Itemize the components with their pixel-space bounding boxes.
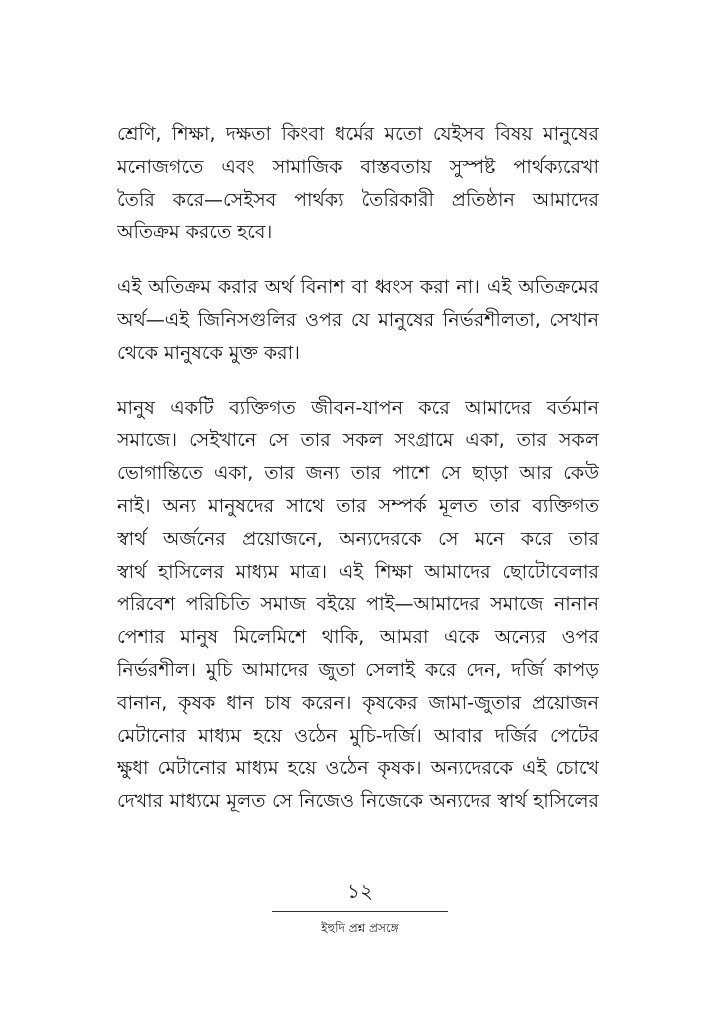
text-line: থেকে মানুষকে মুক্ত করা। xyxy=(117,341,300,364)
text-line: দেখার মাধ্যমে মূলত সে নিজেও নিজেকে অন্যদের স্বার্থ হাসিলের xyxy=(117,790,599,813)
paragraph-1 xyxy=(117,118,599,249)
text-line: মেটানোর মাধ্যম হয়ে ওঠেন মুচি-দর্জি। আবার দর্জির পেটের xyxy=(117,724,599,747)
paragraph-2 xyxy=(117,271,599,369)
text-line: নির্ভরশীল। মুচি আমাদের জুতা সেলাই করে দেন, দর্জি কাপড় xyxy=(117,658,599,681)
text-line: নাই। অন্য মানুষদের সাথে তার সম্পর্ক মূলত তার ব্যক্তিগত xyxy=(117,494,599,517)
text-line: ভোগান্তিতে একা, তার জন্য তার পাশে সে ছাড়া আর কেউ xyxy=(117,462,599,485)
body-text xyxy=(117,118,599,840)
text-line: বানান, কৃষক ধান চাষ করেন। কৃষকের জামা-জুতার প্রয়োজন xyxy=(117,691,599,714)
text-line: মনোজগতে এবং সামাজিক বাস্তবতায় সুস্পষ্ট পার্থক্যরেখা xyxy=(117,155,599,178)
text-line: পরিবেশ পরিচিতি সমাজ বইয়ে পাই—আমাদের সমাজে নানান xyxy=(117,593,599,616)
text-line: এই অতিক্রম করার অর্থ বিনাশ বা ধ্বংস করা না। এই অতিক্রমের xyxy=(117,276,599,299)
text-line: ক্ষুধা মেটানোর মাধ্যম হয়ে ওঠেন কৃষক। অন্যদেরকে এই চোখে xyxy=(117,757,599,780)
text-line: সমাজে। সেইখানে সে তার সকল সংগ্রামে একা, তার সকল xyxy=(117,429,599,452)
text-line: মানুষ একটি ব্যক্তিগত জীবন-যাপন করে আমাদের বর্তমান xyxy=(117,396,599,419)
text-line: স্বার্থ অর্জনের প্রয়োজনে, অন্যদেরকে সে মনে করে তার xyxy=(117,527,599,550)
text-line: অতিক্রম করতে হবে। xyxy=(117,221,273,244)
text-line: স্বার্থ হাসিলের মাধ্যম মাত্র। এই শিক্ষা আমাদের ছোটোবেলার xyxy=(117,560,599,583)
page-number: ১২ xyxy=(347,879,373,903)
text-line: তৈরি করে—সেইসব পার্থক্য তৈরিকারী প্রতিষ্ঠান আমাদের xyxy=(117,188,599,211)
text-line: পেশার মানুষ মিলেমিশে থাকি, আমরা একে অন্যের ওপর xyxy=(117,626,599,649)
footer-divider xyxy=(272,911,448,912)
text-line: অর্থ—এই জিনিসগুলির ওপর যে মানুষের নির্ভরশীলতা, সেখান xyxy=(117,308,599,331)
page-footer xyxy=(270,878,450,936)
paragraph-3 xyxy=(117,392,599,818)
text-line: শ্রেণি, শিক্ষা, দক্ষতা কিংবা ধর্মের মতো যেইসব বিষয় মানুষের xyxy=(117,123,599,145)
book-title: ইহুদি প্রশ্ন প্রসঙ্গে xyxy=(321,921,399,935)
